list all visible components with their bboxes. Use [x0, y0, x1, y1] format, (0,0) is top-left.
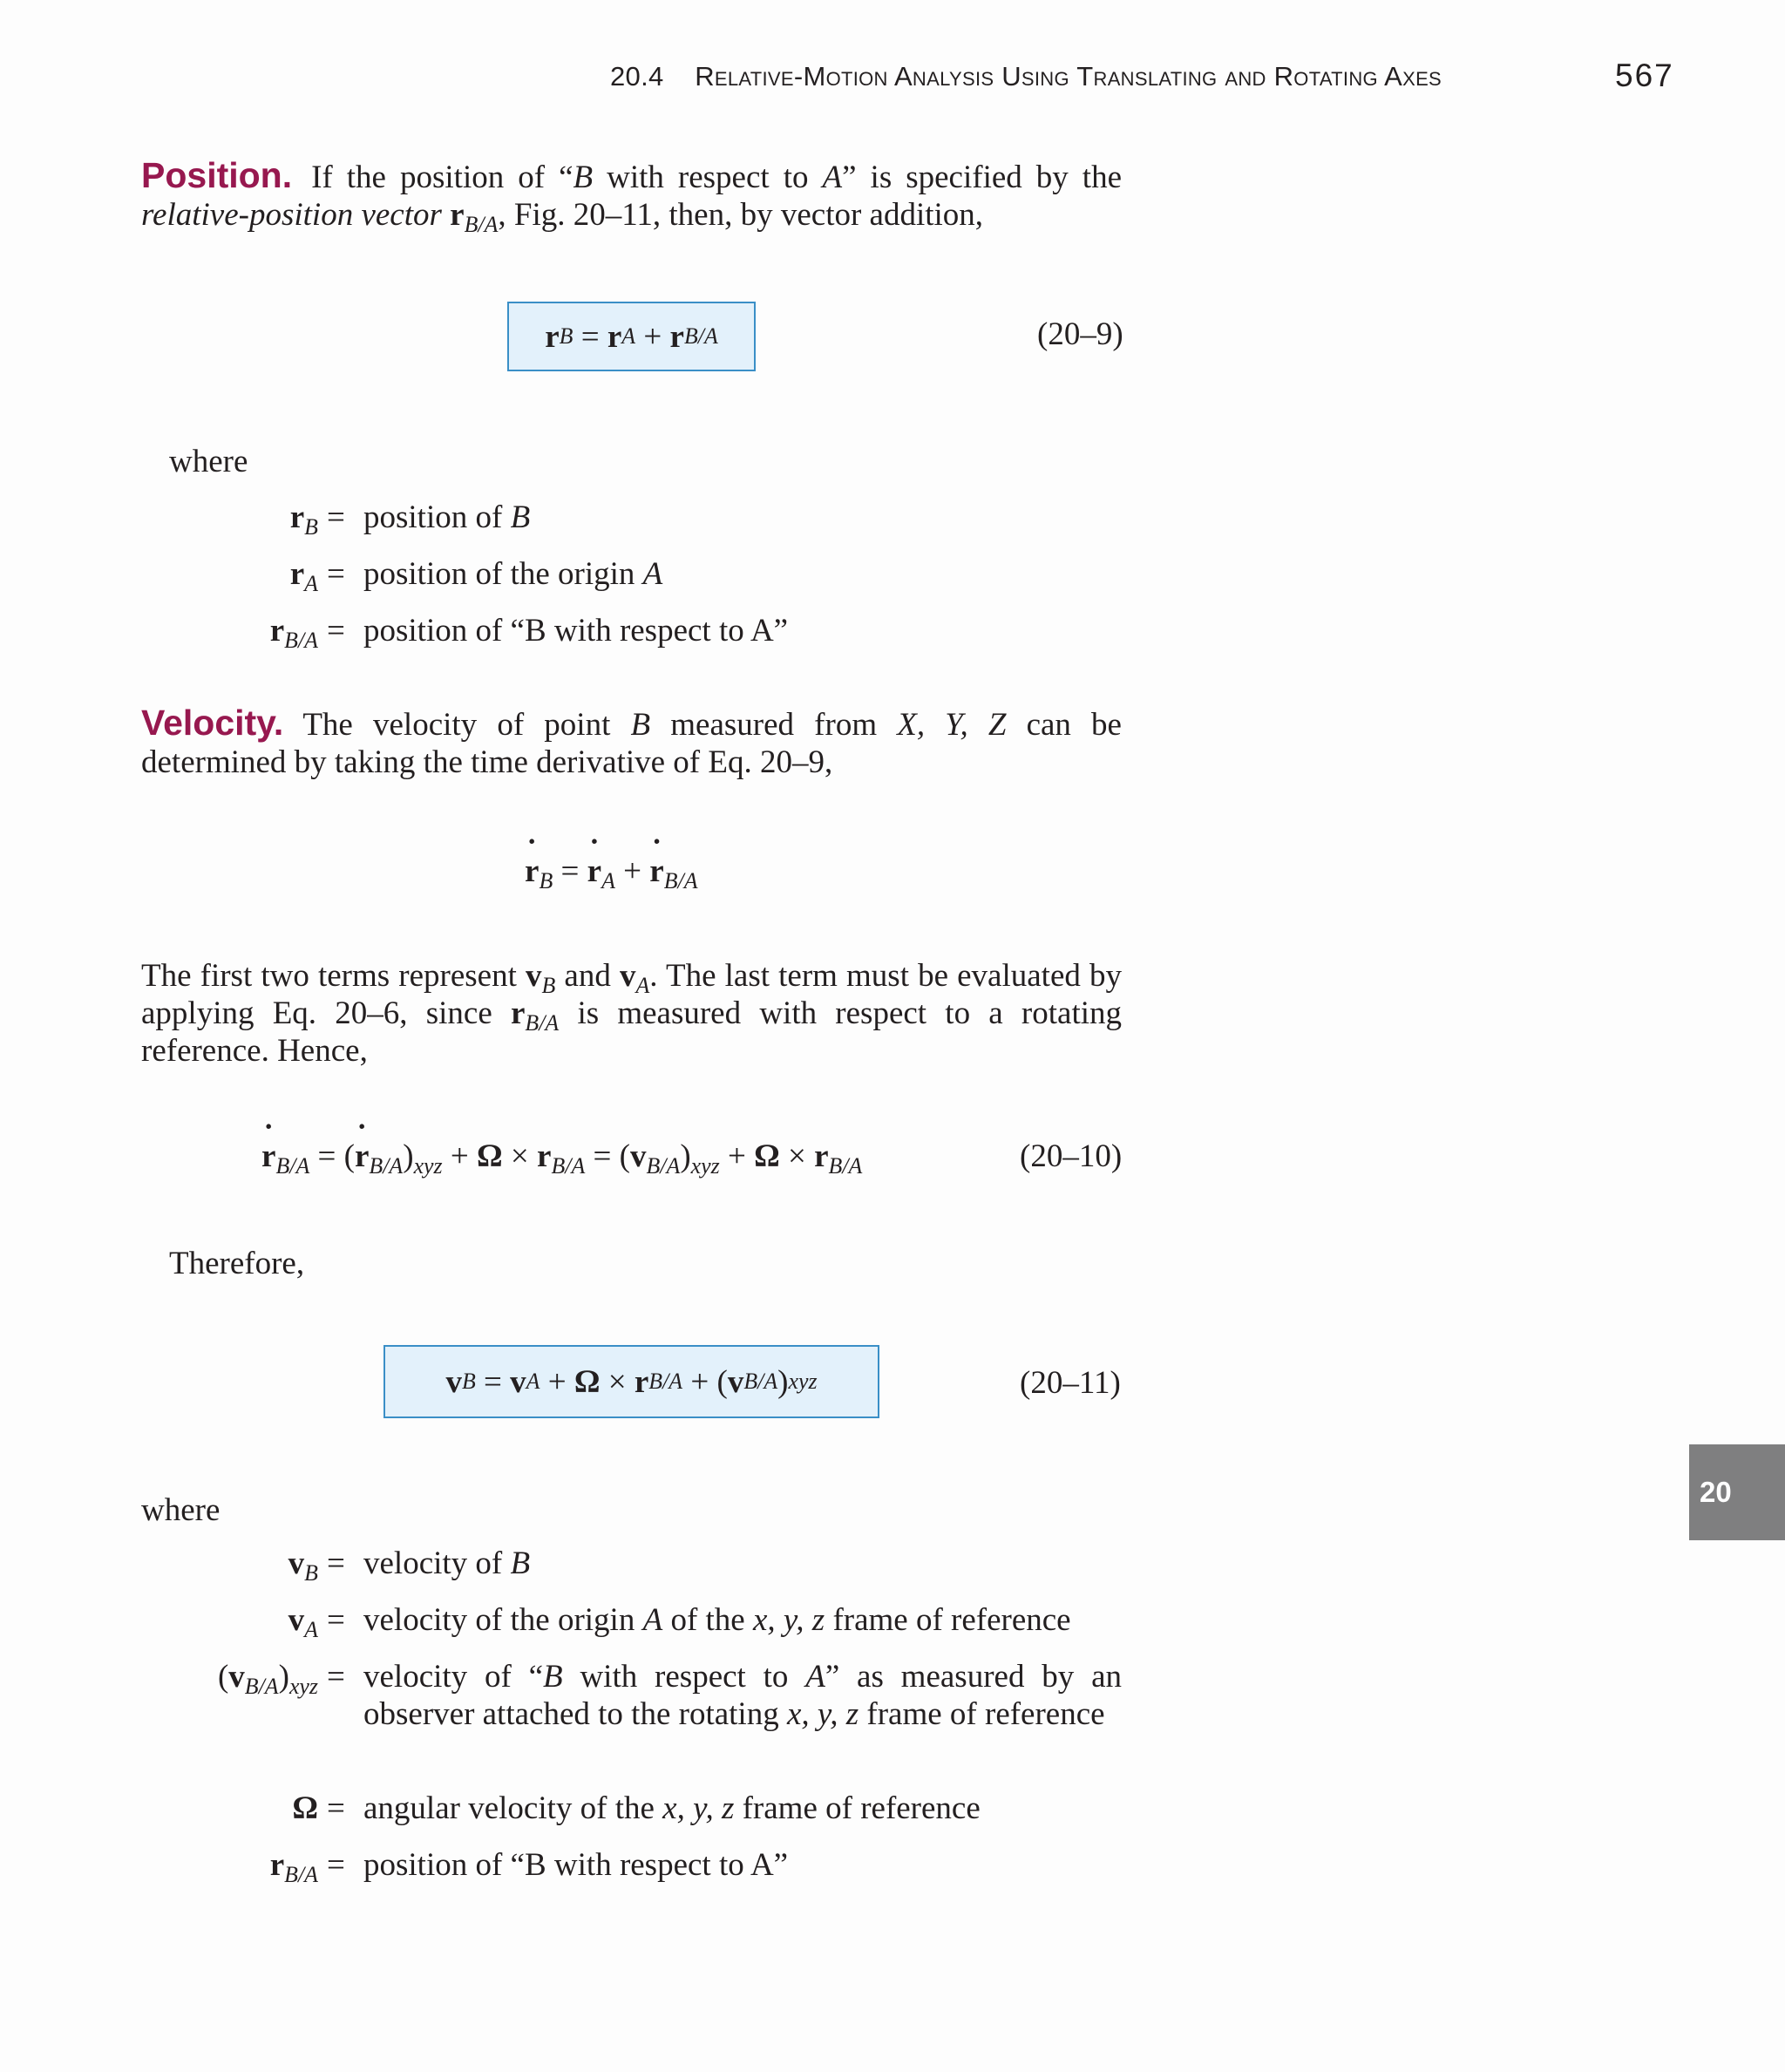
def-symbol-rB: $r_B$ — [289, 499, 318, 540]
def-text-rA: position of the origin A — [363, 556, 663, 592]
equation-20-10: ˙ $r_{B/A}$ = (˙ $r_{B/A})_{xyz} + \Omega \times r_{B/A} = (v_{B/A})_{xyz} + \Omega \times r_{B/A}$ — [261, 1138, 862, 1175]
velocity-paragraph: Velocity. The velocity of point B measured from X, Y, Z can be determined by taking the time derivative of Eq. 20–9, — [141, 703, 1122, 780]
equation-number-20-10: (20–10) — [1020, 1138, 1123, 1174]
def-symbol-rBA-2: $r_{B/A}$ — [269, 1847, 318, 1887]
def-symbol-omega: Ω — [292, 1790, 318, 1826]
def-symbol-rA: $r_A$ — [289, 556, 318, 596]
where-label: where — [169, 444, 248, 479]
position-definitions: $r_B$ = position of B $r_A$ = position of the origin A $r_{B/A}$ = position of “B with respect to A” — [170, 499, 954, 673]
page-number: 567 — [1615, 58, 1674, 93]
equation-number-20-9: (20–9) — [1037, 316, 1123, 352]
where-label-2: where — [141, 1492, 221, 1528]
chapter-tab: 20 — [1689, 1444, 1785, 1540]
section-title: Relative-Motion Analysis Using Translating and Rotating Axes — [695, 61, 1442, 92]
def-symbol-vA: $v_A$ — [288, 1602, 318, 1642]
equation-20-9: r B = r A + r B/A — [507, 302, 756, 371]
equation-number-20-11: (20–11) — [1020, 1365, 1121, 1401]
derivative-equation: ˙ $r_B$ = ˙ $r_A$ + ˙ $r_{B/A}$ — [525, 853, 698, 890]
position-heading: Position. — [141, 155, 293, 195]
section-number: 20.4 — [610, 61, 664, 92]
def-text-rBA: position of “B with respect to A” — [363, 613, 789, 649]
velocity-paragraph-2: The first two terms represent $v_B$ and $v_A$. The last term must be evaluated by applying Eq. 20–6, since $r_{B/A}$ is measured with respect to a rotating reference. Hence, — [141, 958, 1123, 1069]
def-text-omega: angular velocity of the x, y, z frame of reference — [363, 1790, 981, 1826]
velocity-heading: Velocity. — [141, 703, 284, 743]
def-symbol-vBA-xyz: $(v_{B/A})_{xyz}$ — [217, 1659, 318, 1699]
def-text-vA: velocity of the origin A of the x, y, z frame of reference — [363, 1602, 1071, 1638]
def-text-rB: position of B — [363, 499, 531, 535]
running-head — [610, 61, 1442, 92]
def-text-rBA-2: position of “B with respect to A” — [363, 1847, 789, 1883]
therefore-label: Therefore, — [169, 1246, 305, 1281]
velocity-definitions: $v_B$ = velocity of B $v_A$ = velocity of the origin A of the x, y, z frame of reference $(v_{B/A})_{xyz}$ = velocity of “B with respect to A” as measured by an observer attached to the rotating x, y, z frame of reference Ω = angular velocity of the x, y, z frame of reference $r_{B/A}$ = position of “B with respect to A” — [170, 1545, 1124, 1893]
def-text-vBA-xyz: velocity of “B with respect to A” as measured by an observer attached to the rotating x, y, z frame of reference — [363, 1659, 1122, 1732]
def-symbol-rBA: $r_{B/A}$ — [269, 613, 318, 653]
equation-20-11: v B = v A + Ω × r B/A + ( v B/A ) xyz — [383, 1345, 879, 1418]
def-text-vB: velocity of B — [363, 1546, 531, 1581]
def-symbol-vB: $v_B$ — [288, 1546, 318, 1586]
position-paragraph: Position. If the position of “B with respect to A” is specified by the relative-position vector $r_{B/A}$, Fig. 20–11, then, by vector addition, — [141, 155, 1123, 237]
